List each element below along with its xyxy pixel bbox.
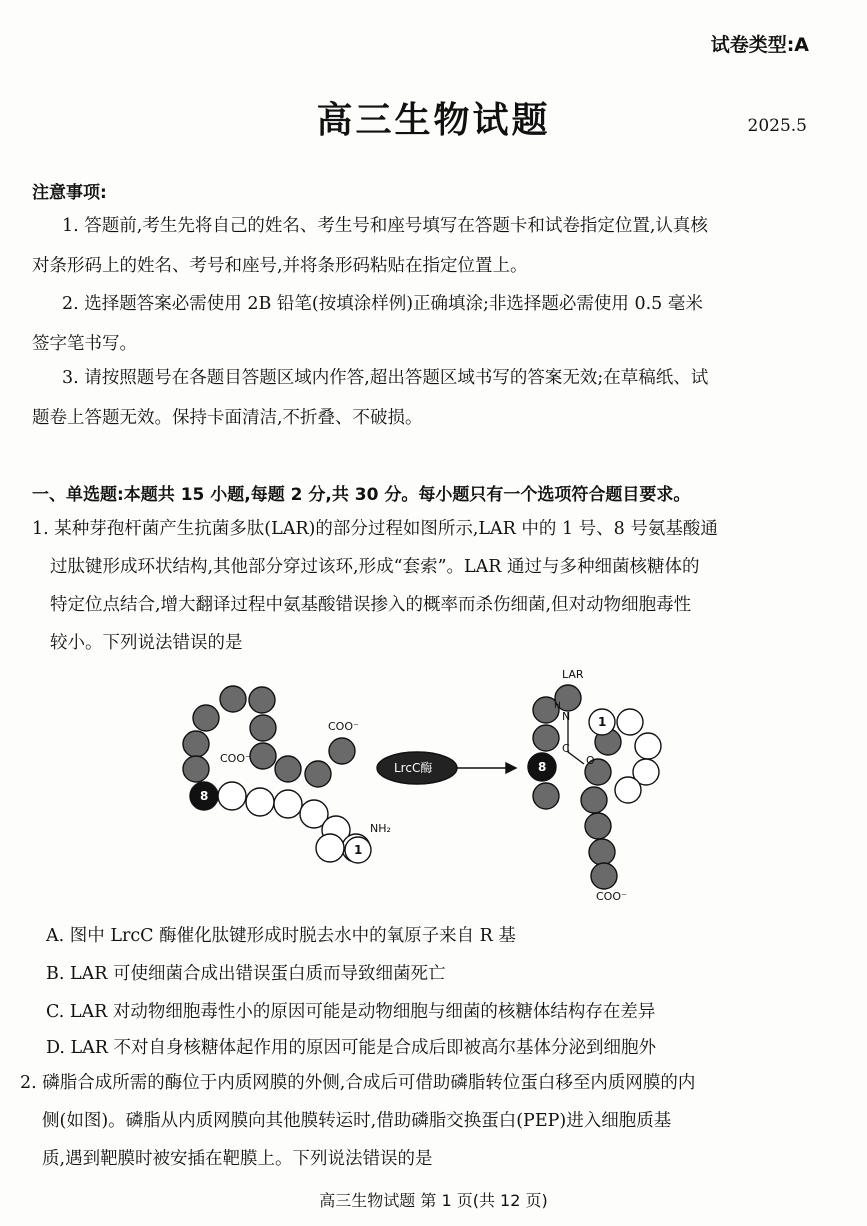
nh2-label: NH₂	[370, 822, 391, 835]
left-dark-residues	[183, 686, 355, 787]
left-residue-1-label: 1	[354, 843, 363, 857]
notice-heading: 注意事项:	[32, 183, 107, 203]
q1-option-d: D. LAR 不对自身核糖体起作用的原因可能是合成后即被高尔基体分泌到细胞外	[46, 1038, 657, 1058]
amide-bond	[568, 712, 584, 764]
question-2-line-2: 侧(如图)。磷脂从内质网膜向其他膜转运时,借助磷脂交换蛋白(PEP)进入细胞质基	[42, 1111, 672, 1131]
o-atom-label: O	[586, 754, 595, 767]
notice-item-2-line-1: 2. 选择题答案必需使用 2B 铅笔(按填涂样例)正确填涂;非选择题必需使用 0.5 毫米	[62, 294, 703, 314]
page-title: 高三生物试题	[316, 100, 551, 141]
question-1-line-1: 1. 某种芽孢杆菌产生抗菌多肽(LAR)的部分过程如图所示,LAR 中的 1 号、8 号氨基酸通	[32, 519, 718, 539]
q1-option-c: C. LAR 对动物细胞毒性小的原因可能是动物细胞与细菌的核糖体结构存在差异	[46, 1002, 656, 1022]
question-1-line-4: 较小。下列说法错误的是	[50, 633, 243, 653]
question-2-line-1: 2. 磷脂合成所需的酶位于内质网膜的外侧,合成后可借助磷脂转位蛋白移至内质网膜的内	[20, 1073, 696, 1093]
enzyme-label: LrcC酶	[394, 761, 433, 775]
notice-item-3-line-2: 题卷上答题无效。保持卡面清洁,不折叠、不破损。	[32, 408, 423, 428]
notice-item-3	[32, 358, 708, 438]
c-atom-label: C	[562, 742, 570, 755]
notice-item-1	[32, 206, 708, 286]
page-footer: 高三生物试题 第 1 页(共 12 页)	[319, 1191, 548, 1210]
right-residue-8-label: 8	[538, 760, 547, 774]
notice-item-1-line-1: 1. 答题前,考生先将自己的姓名、考生号和座号填写在答题卡和试卷指定位置,认真核	[62, 216, 708, 236]
left-coo-label: COO⁻	[220, 752, 251, 765]
arrow-head-icon	[506, 763, 516, 773]
right-light-residues	[615, 709, 661, 803]
top-coo-label: COO⁻	[328, 720, 359, 733]
q1-option-a: A. 图中 LrcC 酶催化肽键形成时脱去水中的氧原子来自 R 基	[46, 926, 516, 946]
question-2-stem	[20, 1064, 695, 1178]
right-coo-label: COO⁻	[596, 890, 627, 903]
exam-date: 2025.5	[747, 116, 807, 136]
lar-label: LAR	[562, 668, 584, 681]
right-residue-1-label: 1	[598, 715, 607, 729]
notice-item-3-line-1: 3. 请按照题号在各题目答题区域内作答,超出答题区域书写的答案无效;在草稿纸、试	[62, 368, 709, 388]
h-atom-label: H	[554, 701, 561, 711]
left-residue-8-label: 8	[200, 789, 209, 803]
question-2-line-3: 质,遇到靶膜时被安插在靶膜上。下列说法错误的是	[42, 1149, 433, 1169]
notice-item-2-line-2: 签字笔书写。	[32, 334, 137, 354]
section-heading: 一、单选题:本题共 15 小题,每题 2 分,共 30 分。每小题只有一个选项符合题目要求。	[32, 485, 691, 505]
notice-item-1-line-2: 对条形码上的姓名、考号和座号,并将条形码粘贴在指定位置上。	[32, 256, 528, 276]
exam-type-label: 试卷类型:A	[710, 34, 809, 56]
notice-item-2	[32, 284, 703, 364]
question-1-line-3: 特定位点结合,增大翻译过程中氨基酸错误掺入的概率而杀伤细菌,但对动物细胞毒性	[50, 595, 692, 615]
lar-synthesis-figure	[170, 664, 670, 914]
n-atom-label: N	[562, 710, 571, 723]
q1-option-b: B. LAR 可使细菌合成出错误蛋白质而导致细菌死亡	[46, 964, 446, 984]
question-1-line-2: 过肽键形成环状结构,其他部分穿过该环,形成“套索”。LAR 通过与多种细菌核糖体的	[50, 557, 700, 577]
question-1-stem	[32, 510, 718, 662]
